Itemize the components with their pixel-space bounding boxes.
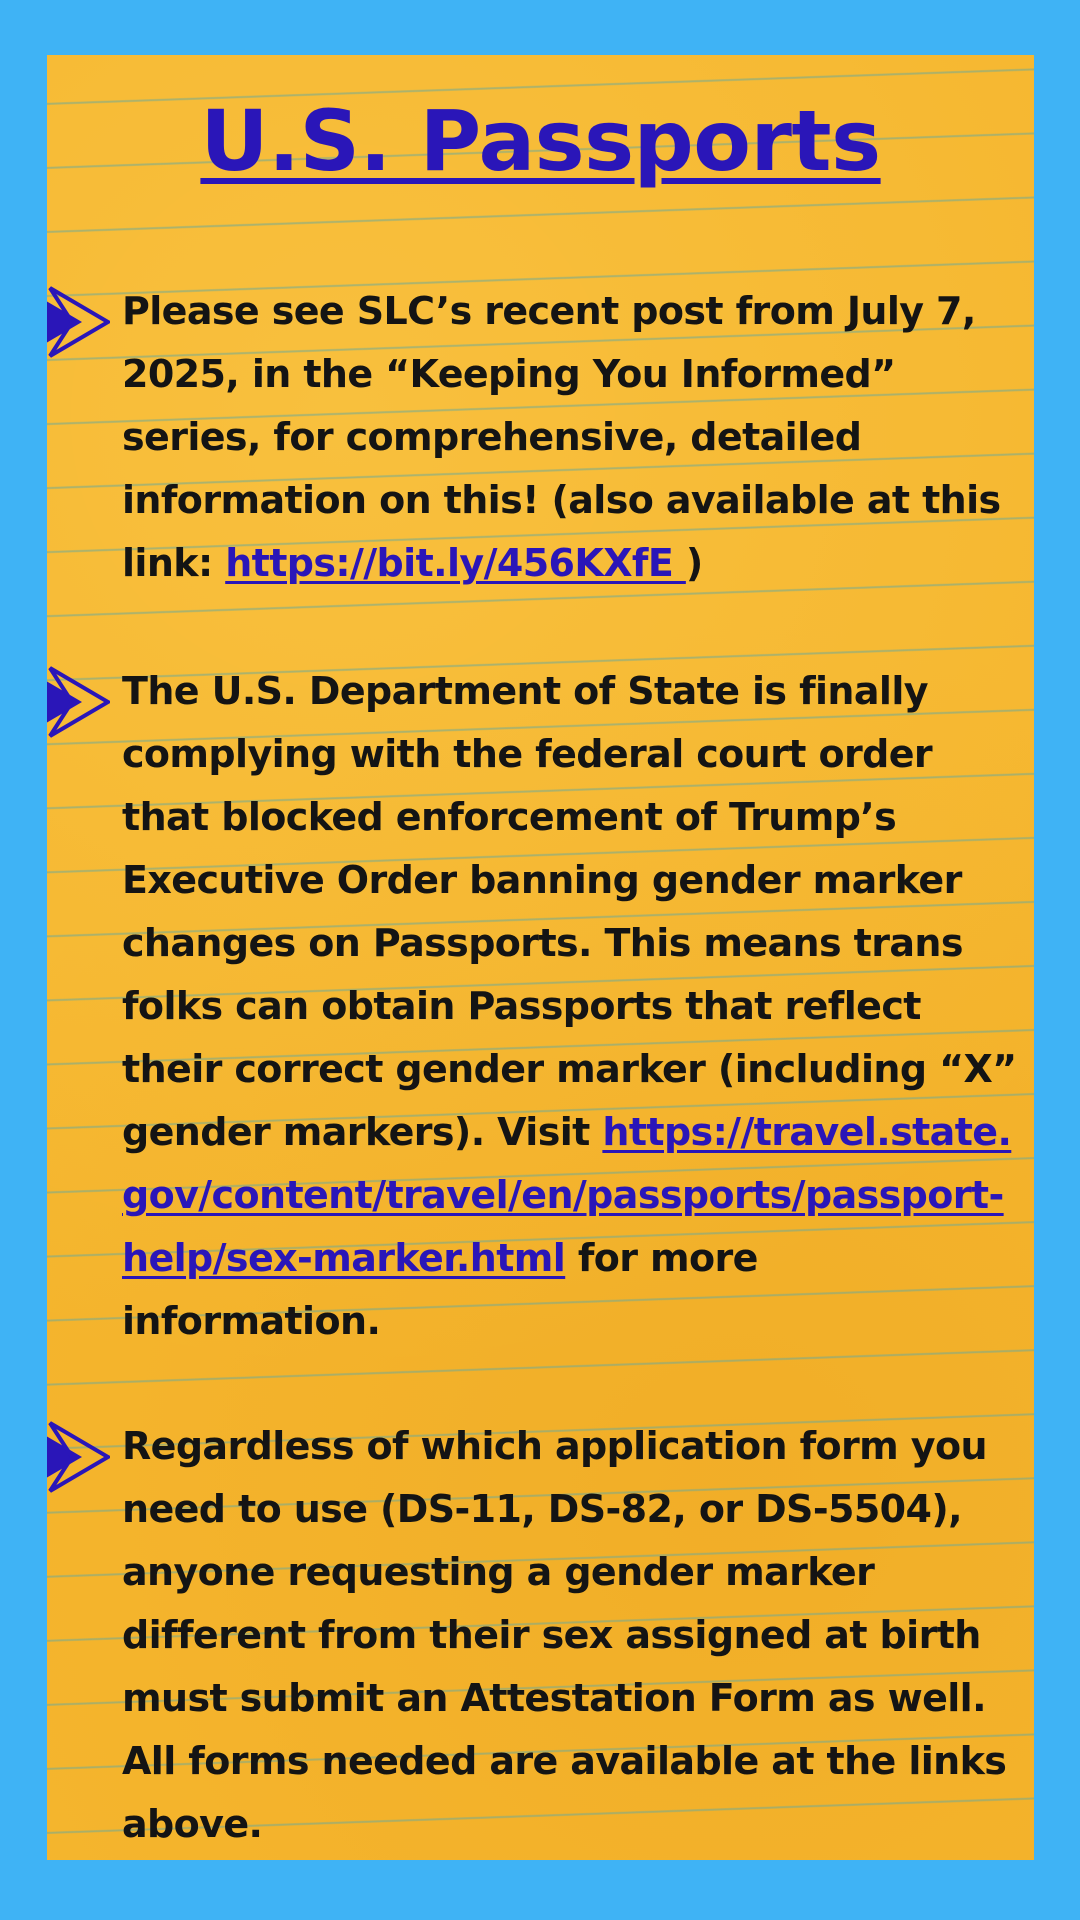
bullet-text-2-before: The U.S. Department of State is finally complying with the federal court order that blocked enforcement of Trump’s Executive Order banning gender marker changes on Passports. This means trans folks can obtain Passports that reflect their correct gender marker (including “X” gender markers). Visit — [122, 669, 1017, 1154]
bullet-text-2 — [122, 660, 1022, 1353]
page-title: U.S. Passports — [200, 92, 881, 190]
bullet-text-2-after: for more information. — [122, 1236, 758, 1343]
bullet-text-3 — [122, 1415, 1022, 1856]
bullet-text-1-before: Please see SLC’s recent post from July 7, 2025, in the “Keeping You Informed” series, for comprehensive, detailed information on this! (also available at this link: — [122, 289, 1001, 585]
double-chevron-right-icon — [47, 1419, 110, 1495]
bullet-text-3-before: Regardless of which application form you need to use (DS-11, DS-82, or DS-5504), anyone requesting a gender marker different from their sex assigned at birth must submit an Attestation Form as well. All forms needed are available at the links above. — [122, 1424, 1007, 1846]
bullet-text-1 — [122, 280, 1022, 595]
state-dept-sex-marker-link[interactable]: https://travel.state.gov/content/travel/en/passports/passport-help/sex-marker.html — [122, 1110, 1012, 1280]
flyer-card — [47, 55, 1034, 1860]
double-chevron-right-icon — [47, 664, 110, 740]
slc-post-link[interactable]: https://bit.ly/456KXfE — [225, 541, 686, 585]
double-chevron-right-icon — [47, 284, 110, 360]
bullet-text-1-after: ) — [685, 541, 703, 585]
